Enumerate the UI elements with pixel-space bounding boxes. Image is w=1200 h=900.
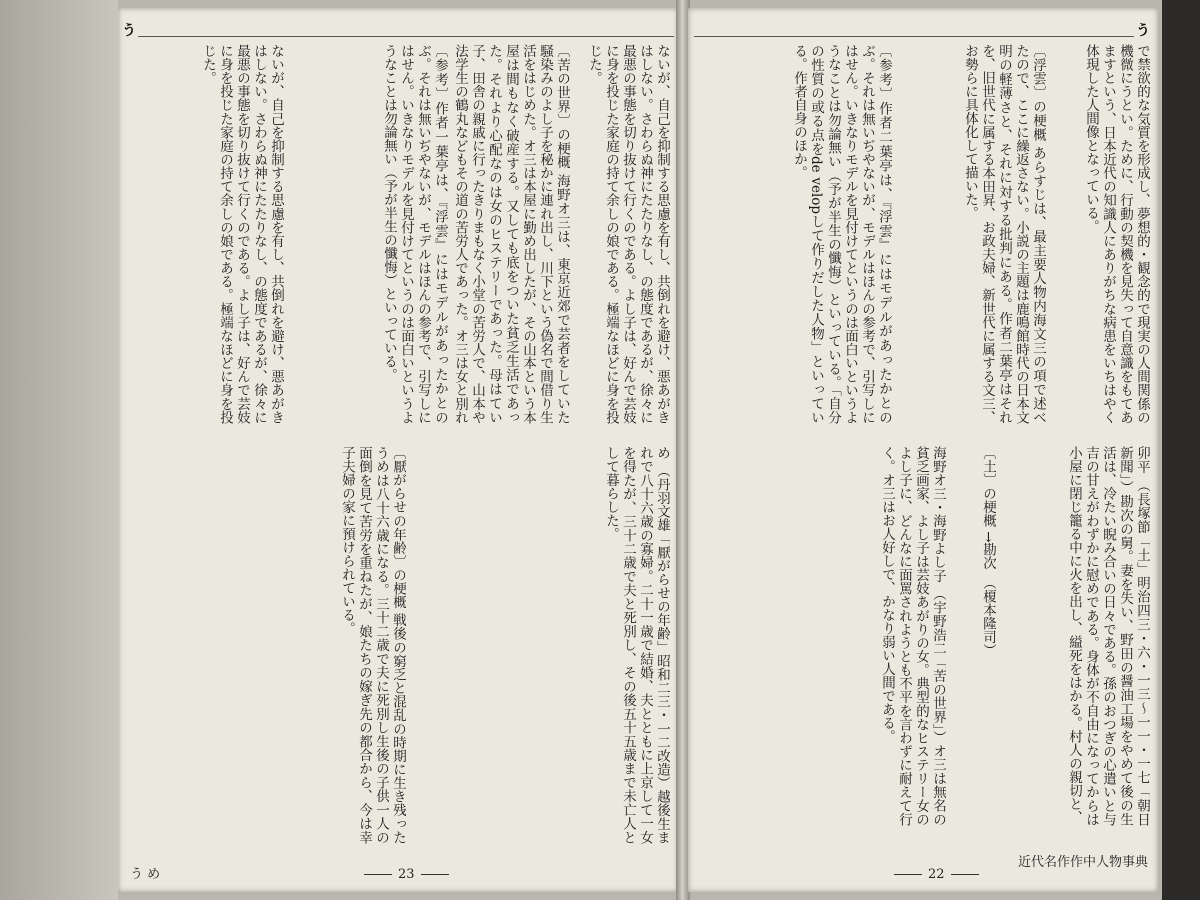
book-spine-shadow [0, 0, 118, 900]
right-page-number [888, 867, 985, 882]
left-column-5: め （丹羽文雄「厭がらせの年齢」昭和二三・一二改造）越後生まれで八十六歳の寡婦。二十一歳で結婚、夫とともに上京して一女を得たが、三十二歳で夫と死別し、その後五十五歳まで未亡人として暮らした。 [603, 446, 670, 844]
left-index-kana: う [122, 23, 136, 39]
left-running-foot: う め [130, 867, 161, 882]
right-page-number-text: 22 [928, 867, 945, 882]
right-column-3: 〔参考〕作者二葉亭は、『浮雲』にはモデルがあったかとのぶ。それは無いぢやないが、モデルはほんの参考で、引写しにはせん。いきなりモデルを見付けてというのは面白いというようなことは勿論無い（予が半生の懺悔）といっている。「自分の性質の或る点をde velopして作りだした人物」といっている。作者自身のほか。 [791, 44, 892, 424]
left-column-6: 〔厭がらせの年齢〕の梗概 戦後の窮乏と混乱の時期に生き残ったうめは八十六歳になる。三十二歳で夫に死別し生後の子供一人の面倒を見て苦労を重ねたが、娘たちの嫁ぎ先の都合から、今は幸子夫婦の家に預けられている。 [339, 446, 406, 844]
left-column-4: ないが、自己を抑制する思慮を有し、共倒れを避け、悪あがきはしない。さわらぬ神にたたりなし、の態度であるが、徐々に最悪の事態を切り抜けて行くのである。よし子は、好んで芸妓に身を投じた家庭の持て余しの娘である。極端なほどに身を投じた。 [200, 44, 284, 424]
right-index-kana: う [1136, 23, 1150, 39]
left-page-number [358, 867, 455, 882]
left-page-number-text: 23 [398, 867, 415, 882]
left-column-2: 〔苦の世界〕の梗概 海野オ三は、東京近郊で芸者をしていた騒染みのよし子を秘かに連れ出し、川下という偽名で間借り生活をはじめた。オ三は本屋に勤め出したが、その山本という本屋は間もなく破産する。又しても底をついた貧乏生活であった。それより心配なのは女のヒステリーであった。母はてい子、田舎の親戚に行ったきりまもなく小堂の苦労人で、山本や法学生の鶴丸などもその道の苦労人であった。オ三は女と別れ [452, 44, 570, 424]
right-column-2: 〔浮雲〕の梗概 あらすじは、最主要人物内海文三の項で述べたので、ここに繰返さない。小説の主題は鹿鳴館時代の日本文明の軽薄さと、それに対する批判にある。作者二葉亭はそれを、旧世代に属する本田昇、お政夫婦、新世代に属する文三、お勢らに具体化して描いた。 [962, 44, 1046, 424]
right-header-rule [694, 36, 1134, 37]
right-page [688, 8, 1158, 892]
left-column-1: ないが、自己を抑制する思慮を有し、共倒れを避け、悪あがきはしない。さわらぬ神にたたりなし、の態度であるが、徐々に最悪の事態を切り抜けて行くのである。よし子は、好んで芸妓に身を投じた家庭の持て余しの娘である。極端なほどに身を投じた。 [586, 44, 670, 424]
left-page [118, 8, 678, 892]
right-running-foot: 近代名作作中人物事典 [1017, 855, 1148, 870]
right-column-4: 卯平 （長塚節「土」明治四三・六・一三～一一・一七「朝日新聞」）勘次の舅。妻を失い、野田の醤油工場をやめて後の生活は、冷たい睨み合いの日々である。孫のおつぎの心遣いと与吉の甘えがわずかに慰めである。身体が不自由になってからは小屋に閉じ籠る中に火を出し、縊死をはかる。村人の親切と、 [1066, 446, 1150, 826]
book-edge-strip [1162, 0, 1200, 900]
right-column-5: 〔土〕の梗概 →勘次 （榎本隆司） [980, 446, 996, 658]
right-column-6: 海野オ三・海野よし子 （宇野浩二「苦の世界」）オ三は無名の貧乏画家、よし子は芸妓あがりの女。典型的なヒステリー女のよし子に、どんなに面罵されようとも不平を言わずに耐えて行く。オ三はお人好しで、かなり弱い人間である。 [879, 446, 946, 826]
left-header-rule [138, 36, 674, 37]
right-column-1: で禁欲的な気質を形成し、夢想的・観念的で現実の人間関係の機微にうとい。ために、行動の契機を見失って自意識をもてあますという、日本近代の知識人にありがちな病患をいちはやく体現した人間像となっている。 [1083, 44, 1150, 424]
left-column-3: 〔参考〕作者一葉亭は、『浮雲』にはモデルがあったかとのぶ。それは無いぢやないが、モデルはほんの参考で、引写しにはせん。いきなりモデルを見付けてというのは面白いというようなことは勿論無い（予が半生の懺悔）といっている。 [381, 44, 448, 424]
